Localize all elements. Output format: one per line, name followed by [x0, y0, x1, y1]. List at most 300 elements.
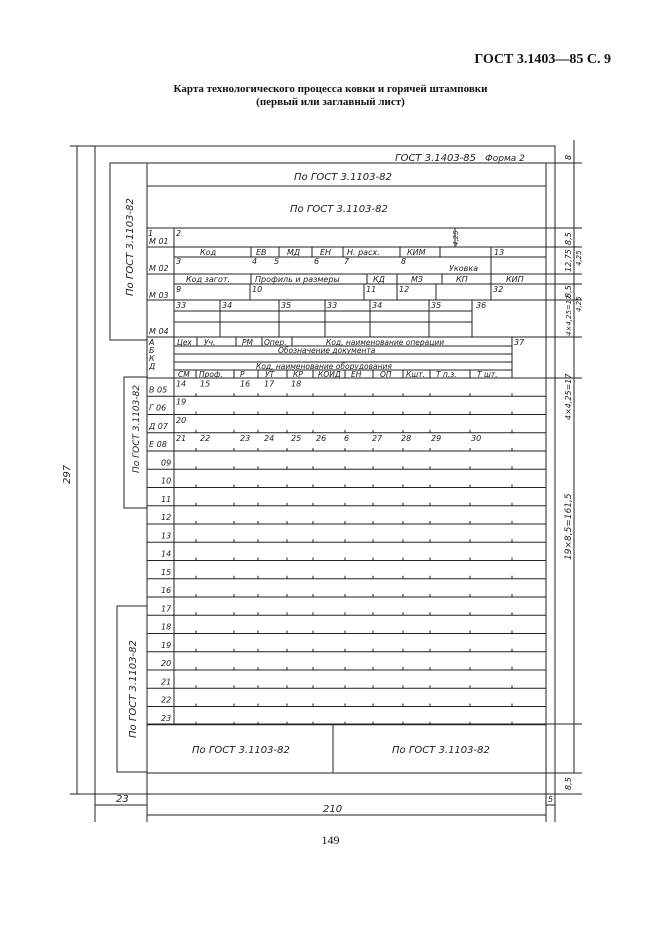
- row-prefix: 21: [161, 677, 172, 687]
- row-prefix: Д 07: [149, 421, 168, 431]
- m02-num-1: 4: [252, 257, 258, 266]
- row-tick: [345, 722, 346, 725]
- row-tick: [287, 612, 288, 615]
- row-tick: [512, 393, 513, 396]
- d-field-label: Т п.з.: [436, 370, 457, 379]
- d-field-label: Проф.: [199, 370, 223, 379]
- side-letter-b: Б: [149, 346, 155, 355]
- row-tick: [512, 485, 513, 488]
- row-tick: [196, 430, 197, 433]
- row-tick: [345, 539, 346, 542]
- row-tick: [430, 649, 431, 652]
- row-tick: [234, 558, 235, 561]
- row-tick: [430, 704, 431, 707]
- op-doc-label: Обозначение документа: [278, 346, 376, 355]
- row-field-number: 29: [431, 434, 442, 443]
- row-field-number: 27: [372, 434, 383, 443]
- row-tick: [196, 466, 197, 469]
- m01-field-5: КИМ: [407, 248, 426, 257]
- row-tick: [470, 393, 471, 396]
- row-tick: [345, 521, 346, 524]
- row-tick: [403, 412, 404, 415]
- dim-r6: 4,25: [575, 296, 583, 312]
- row-tick: [373, 685, 374, 688]
- row-tick: [403, 685, 404, 688]
- row-tick: [287, 393, 288, 396]
- row-tick: [403, 393, 404, 396]
- row-tick: [313, 448, 314, 451]
- m02-num-0: 3: [176, 257, 182, 266]
- row-tick: [196, 631, 197, 634]
- row-tick: [430, 576, 431, 579]
- side-letter-k: К: [149, 354, 155, 363]
- row-field-number: 25: [291, 434, 302, 443]
- row-tick: [345, 685, 346, 688]
- row-tick: [313, 667, 314, 670]
- row-prefix: 20: [161, 659, 172, 668]
- row-tick: [373, 612, 374, 615]
- row-tick: [258, 667, 259, 670]
- row-field-number: 26: [316, 434, 327, 443]
- row-tick: [313, 594, 314, 597]
- row-tick: [403, 521, 404, 524]
- m01-field-4: Н. расх.: [347, 248, 380, 257]
- side-letter-a: А: [149, 338, 155, 347]
- row-tick: [373, 704, 374, 707]
- ref-standard-top-2: По ГОСТ 3.1103-82: [290, 204, 388, 215]
- row-tick: [470, 685, 471, 688]
- m01-field-3: ЕН: [320, 248, 332, 257]
- row-prefix: 19: [161, 640, 172, 650]
- row-tick: [313, 631, 314, 634]
- row-tick: [234, 649, 235, 652]
- dim-r3: 4,25: [575, 250, 583, 266]
- row-tick: [430, 539, 431, 542]
- row-field-number: 19: [176, 397, 187, 407]
- row-tick: [470, 503, 471, 506]
- block-num-5: 35: [431, 301, 442, 310]
- row-tick: [470, 521, 471, 524]
- row-tick: [234, 594, 235, 597]
- row-field-number: 15: [200, 379, 211, 389]
- row-tick: [313, 466, 314, 469]
- dim-r1: 8,5: [564, 232, 573, 245]
- side-ref-mid: По ГОСТ 3.1103-82: [132, 384, 142, 473]
- dim-left-margin: 23: [116, 794, 129, 805]
- op-num-37: 37: [514, 338, 525, 347]
- row-tick: [287, 704, 288, 707]
- d-field-label: Р: [240, 370, 245, 379]
- row-tick: [196, 612, 197, 615]
- row-tick: [470, 667, 471, 670]
- m02-field-1: Профиль и размеры: [255, 275, 340, 284]
- row-tick: [234, 412, 235, 415]
- row-tick: [470, 466, 471, 469]
- m02-num-3: 6: [314, 257, 320, 266]
- row-tick: [373, 521, 374, 524]
- row-tick: [373, 393, 374, 396]
- row-tick: [258, 539, 259, 542]
- row-tick: [512, 448, 513, 451]
- row-prefix: 12: [161, 513, 172, 522]
- row-tick: [430, 612, 431, 615]
- m03-num-4: 32: [493, 285, 504, 294]
- d-field-label: ОП: [380, 370, 392, 379]
- row-tick: [512, 704, 513, 707]
- row-field-number: 14: [176, 379, 187, 389]
- m01-field-2: МД: [287, 248, 301, 257]
- row-tick: [430, 631, 431, 634]
- m01-field-1: ЕВ: [256, 248, 267, 257]
- row-tick: [430, 412, 431, 415]
- block-num-6: 36: [476, 301, 487, 310]
- row-tick: [234, 503, 235, 506]
- dim-width-total: 210: [323, 804, 343, 815]
- row-tick: [345, 631, 346, 634]
- row-tick: [430, 466, 431, 469]
- m01-num-right: 13: [494, 248, 505, 257]
- row-tick: [234, 485, 235, 488]
- m01-prefix: М 01: [149, 237, 169, 246]
- row-tick: [403, 649, 404, 652]
- page-number: 149: [321, 833, 340, 847]
- row-tick: [430, 448, 431, 451]
- block-num-0: 33: [176, 301, 187, 310]
- row-tick: [196, 503, 197, 506]
- m02-field-3: МЗ: [411, 275, 424, 284]
- row-tick: [345, 503, 346, 506]
- side-ref-bottom: По ГОСТ 3.1103-82: [128, 640, 139, 738]
- row-tick: [373, 558, 374, 561]
- row-tick: [470, 485, 471, 488]
- row-field-number: 22: [200, 434, 211, 443]
- block-num-4: 34: [372, 301, 383, 310]
- row-tick: [373, 594, 374, 597]
- row-tick: [403, 448, 404, 451]
- row-tick: [345, 667, 346, 670]
- row-tick: [287, 521, 288, 524]
- row-tick: [512, 558, 513, 561]
- row-tick: [345, 576, 346, 579]
- row-tick: [234, 466, 235, 469]
- row-tick: [373, 466, 374, 469]
- row-tick: [313, 558, 314, 561]
- m02-num-5: 8: [401, 257, 407, 266]
- row-tick: [287, 576, 288, 579]
- row-tick: [258, 393, 259, 396]
- row-tick: [345, 393, 346, 396]
- small-dim-425: 4,25: [452, 230, 460, 246]
- row-tick: [512, 503, 513, 506]
- row-tick: [287, 430, 288, 433]
- row-tick: [196, 649, 197, 652]
- row-tick: [196, 485, 197, 488]
- row-tick: [470, 612, 471, 615]
- d-field-label: КОИД: [318, 370, 341, 379]
- row-field-number: 23: [240, 434, 251, 443]
- row-tick: [313, 503, 314, 506]
- ref-standard-bottom-right: По ГОСТ 3.1103-82: [392, 745, 490, 756]
- row-tick: [512, 649, 513, 652]
- m02-field-4: КП: [456, 275, 468, 284]
- row-tick: [287, 485, 288, 488]
- dim-r7: 4×4,25=17: [564, 373, 573, 420]
- row-tick: [512, 576, 513, 579]
- row-prefix: 22: [161, 695, 172, 705]
- row-tick: [470, 558, 471, 561]
- form-code: ГОСТ 3.1403-85: [395, 153, 477, 164]
- m02-field-2: КД: [373, 275, 385, 284]
- form-label: Форма 2: [485, 154, 525, 164]
- row-tick: [258, 722, 259, 725]
- row-tick: [287, 631, 288, 634]
- op-equip-label: Код, наименование оборудования: [256, 362, 392, 371]
- row-tick: [287, 448, 288, 451]
- row-tick: [258, 558, 259, 561]
- row-tick: [470, 722, 471, 725]
- row-tick: [430, 594, 431, 597]
- row-prefix: 14: [161, 549, 172, 559]
- row-tick: [345, 649, 346, 652]
- row-num-1: 1: [148, 229, 154, 238]
- row-tick: [403, 722, 404, 725]
- row-tick: [196, 722, 197, 725]
- form-title-line2: (первый или заглавный лист): [256, 96, 405, 108]
- block-num-2: 35: [281, 301, 292, 310]
- row-prefix: 10: [161, 476, 172, 486]
- row-tick: [234, 631, 235, 634]
- row-tick: [196, 412, 197, 415]
- ref-standard-bottom-left: По ГОСТ 3.1103-82: [192, 745, 290, 756]
- row-tick: [403, 576, 404, 579]
- d-field-label: СМ: [178, 370, 190, 379]
- dim-top: 8: [564, 154, 573, 160]
- row-tick: [373, 722, 374, 725]
- row-prefix: Г 06: [149, 403, 167, 413]
- row-prefix: 09: [161, 458, 172, 468]
- row-tick: [313, 430, 314, 433]
- row-tick: [196, 594, 197, 597]
- row-tick: [313, 649, 314, 652]
- row-field-number: 30: [471, 434, 482, 443]
- row-tick: [287, 649, 288, 652]
- side-ref-top: По ГОСТ 3.1103-82: [125, 198, 136, 296]
- row-tick: [345, 612, 346, 615]
- row-field-number: 16: [240, 379, 251, 389]
- row-tick: [373, 430, 374, 433]
- row-tick: [345, 430, 346, 433]
- m02-num-4: 7: [344, 257, 350, 266]
- m02-upakovka: Уковка: [449, 264, 479, 273]
- row-tick: [373, 649, 374, 652]
- row-tick: [313, 612, 314, 615]
- row-tick: [258, 612, 259, 615]
- d-field-label: Т шт.: [477, 370, 498, 379]
- row-tick: [373, 576, 374, 579]
- row-tick: [403, 430, 404, 433]
- row-tick: [403, 539, 404, 542]
- block-num-3: 33: [327, 301, 338, 310]
- row-tick: [470, 631, 471, 634]
- row-prefix: 11: [161, 494, 172, 504]
- row-tick: [287, 503, 288, 506]
- row-tick: [512, 667, 513, 670]
- row-tick: [430, 521, 431, 524]
- row-prefix: 15: [161, 567, 172, 577]
- row-tick: [345, 448, 346, 451]
- row-field-number: 20: [176, 415, 187, 425]
- row-tick: [287, 667, 288, 670]
- page-header-standard: ГОСТ 3.1403—85 С. 9: [474, 52, 611, 67]
- row-tick: [313, 539, 314, 542]
- row-tick: [313, 412, 314, 415]
- dim-r8: 19×8,5=161,5: [564, 493, 574, 560]
- row-tick: [196, 539, 197, 542]
- m04-prefix: М 04: [149, 327, 169, 336]
- m02-num-2: 5: [274, 257, 280, 266]
- row-tick: [470, 704, 471, 707]
- row-tick: [313, 576, 314, 579]
- row-tick: [512, 594, 513, 597]
- row-tick: [512, 466, 513, 469]
- dim-r5: 4×4,25=17: [565, 295, 573, 336]
- row-tick: [403, 466, 404, 469]
- dim-r9: 8,5: [564, 777, 573, 790]
- row-tick: [234, 704, 235, 707]
- row-tick: [430, 685, 431, 688]
- m03-num-0: 9: [176, 285, 182, 294]
- op-field-2: РМ: [242, 338, 253, 347]
- row-tick: [345, 485, 346, 488]
- row-prefix: 16: [161, 586, 172, 595]
- row-tick: [196, 667, 197, 670]
- row-tick: [234, 722, 235, 725]
- row-tick: [430, 667, 431, 670]
- row-prefix: В 05: [149, 385, 168, 395]
- row-tick: [470, 576, 471, 579]
- op-field-1: Уч.: [204, 338, 216, 347]
- op-field-4: Код, наименование операции: [326, 338, 445, 347]
- row-prefix: Е 08: [149, 440, 167, 449]
- row-tick: [345, 594, 346, 597]
- row-tick: [287, 558, 288, 561]
- d-field-label: УТ: [265, 370, 275, 379]
- row-tick: [196, 576, 197, 579]
- row-tick: [258, 594, 259, 597]
- row-tick: [512, 612, 513, 615]
- row-tick: [258, 685, 259, 688]
- row-tick: [234, 576, 235, 579]
- m02-prefix: М 02: [149, 264, 169, 273]
- row-tick: [345, 412, 346, 415]
- row-tick: [403, 667, 404, 670]
- row-tick: [258, 485, 259, 488]
- m03-num-2: 11: [366, 285, 377, 294]
- row-tick: [430, 430, 431, 433]
- row-tick: [373, 503, 374, 506]
- d-field-label: ЕН: [351, 370, 362, 379]
- row-tick: [373, 448, 374, 451]
- row-tick: [512, 539, 513, 542]
- row-tick: [234, 539, 235, 542]
- row-tick: [196, 558, 197, 561]
- m03-num-1: 10: [252, 285, 263, 294]
- row-tick: [373, 539, 374, 542]
- row-tick: [313, 521, 314, 524]
- row-tick: [258, 503, 259, 506]
- row-tick: [430, 393, 431, 396]
- row-field-number: 21: [176, 434, 187, 443]
- row-tick: [403, 612, 404, 615]
- row-tick: [287, 466, 288, 469]
- row-field-number: 6: [344, 434, 350, 443]
- form-title-line1: Карта технологического процесса ковки и горячей штамповки: [173, 83, 488, 95]
- row-tick: [258, 412, 259, 415]
- row-tick: [470, 649, 471, 652]
- row-tick: [196, 393, 197, 396]
- row-tick: [403, 704, 404, 707]
- row-tick: [470, 539, 471, 542]
- row-tick: [287, 539, 288, 542]
- row-tick: [512, 412, 513, 415]
- row-tick: [313, 485, 314, 488]
- dim-height-total: 297: [62, 464, 73, 484]
- row-tick: [258, 704, 259, 707]
- row-field-number: 28: [401, 434, 412, 443]
- m01-field-0: Код: [200, 248, 217, 257]
- row-tick: [403, 485, 404, 488]
- row-tick: [430, 722, 431, 725]
- row-tick: [430, 558, 431, 561]
- row-tick: [373, 412, 374, 415]
- m02-field-0: Код загот.: [186, 275, 231, 284]
- row-tick: [234, 521, 235, 524]
- row-tick: [196, 521, 197, 524]
- row-tick: [512, 722, 513, 725]
- row-prefix: 23: [161, 713, 172, 723]
- row-tick: [196, 448, 197, 451]
- ref-standard-top-1: По ГОСТ 3.1103-82: [294, 172, 392, 183]
- row-tick: [470, 412, 471, 415]
- row-tick: [234, 430, 235, 433]
- row-tick: [345, 704, 346, 707]
- row-tick: [258, 521, 259, 524]
- row-tick: [313, 722, 314, 725]
- row-tick: [258, 448, 259, 451]
- row-tick: [512, 430, 513, 433]
- row-prefix: 17: [161, 604, 172, 614]
- row-field-number: 24: [264, 434, 275, 443]
- row-prefix: 18: [161, 622, 172, 632]
- side-letter-d: Д: [149, 362, 156, 371]
- m01-num-left: 2: [176, 229, 182, 238]
- m02-field-5: КИП: [506, 275, 524, 284]
- row-tick: [403, 503, 404, 506]
- row-tick: [196, 685, 197, 688]
- op-field-0: Цех: [177, 338, 192, 347]
- row-tick: [258, 430, 259, 433]
- row-tick: [287, 685, 288, 688]
- row-tick: [313, 393, 314, 396]
- row-tick: [196, 704, 197, 707]
- row-tick: [258, 631, 259, 634]
- row-tick: [470, 448, 471, 451]
- row-field-number: 18: [291, 379, 302, 389]
- row-tick: [258, 466, 259, 469]
- row-tick: [234, 448, 235, 451]
- row-tick: [512, 631, 513, 634]
- row-prefix: 13: [161, 531, 172, 541]
